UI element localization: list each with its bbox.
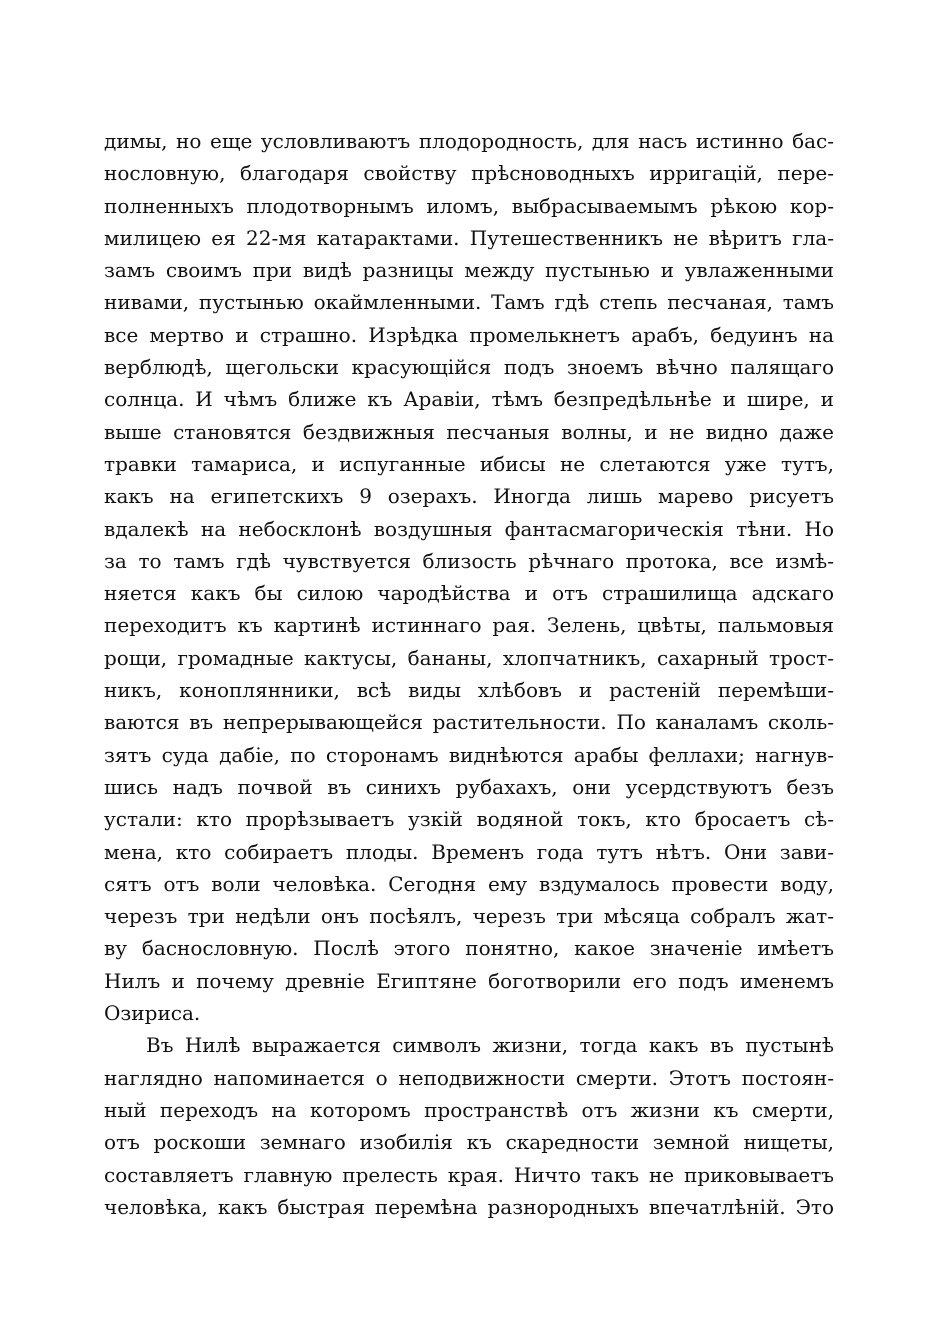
text-line: черезъ три недѣли онъ посѣялъ, черезъ три мѣсяца собралъ жат- — [104, 904, 834, 929]
text-line: рощи, громадные кактусы, бананы, хлопчатникъ, сахарный трост- — [104, 645, 834, 670]
text-line: переходитъ къ картинѣ истиннаго рая. Зелень, цвѣты, пальмовыя — [104, 613, 834, 638]
text-line: составляетъ главную прелесть края. Ничто такъ не приковываетъ — [104, 1162, 834, 1187]
text-line: человѣка, какъ быстрая перемѣна разнородныхъ впечатлѣній. Это — [104, 1194, 834, 1219]
text-line: выше становятся бездвижныя песчаныя волны, и не видно даже — [104, 419, 834, 444]
text-line: мена, кто собираетъ плоды. Временъ года тутъ нѣтъ. Они зави- — [104, 839, 834, 864]
text-line: нивами, пустынью окаймленными. Тамъ гдѣ степь песчаная, тамъ — [104, 290, 834, 315]
text-line: отъ роскоши земнаго изобилія къ скаредности земной нищеты, — [104, 1130, 834, 1155]
text-line: шись надъ почвой въ синихъ рубахахъ, они усердствуютъ безъ — [104, 774, 834, 799]
text-line: за то тамъ гдѣ чувствуется близость рѣчнаго протока, все измѣ- — [104, 548, 834, 573]
text-line: нословную, благодаря свойству прѣсноводныхъ ирригацій, пере- — [104, 161, 834, 186]
text-line: ный переходъ на которомъ пространствѣ отъ жизни къ смерти, — [104, 1097, 834, 1122]
text-line: милицею ея 22-мя катарактами. Путешественникъ не вѣритъ гла- — [104, 225, 834, 250]
text-line: устали: кто прорѣзываетъ узкій водяной токъ, кто бросаетъ сѣ- — [104, 807, 834, 832]
paragraph-2 — [104, 1029, 834, 1223]
text-line: вдалекѣ на небосклонѣ воздушныя фантасмагорическія тѣни. Но — [104, 516, 834, 541]
text-line: все мертво и страшно. Изрѣдка промелькнетъ арабъ, бедуинъ на — [104, 322, 834, 347]
text-line: наглядно напоминается о неподвижности смерти. Этотъ постоян- — [104, 1065, 834, 1090]
text-line: Въ Нилѣ выражается символъ жизни, тогда какъ въ пустынѣ — [146, 1033, 834, 1058]
text-line: няется какъ бы силою чародѣйства и отъ страшилища адскаго — [104, 581, 834, 606]
text-line: зятъ суда дабіе, по сторонамъ виднѣются арабы феллахи; нагнув- — [104, 742, 834, 767]
text-line: Озириса. — [104, 1001, 201, 1026]
text-line: травки тамариса, и испуганные ибисы не слетаются уже тутъ, — [104, 451, 834, 476]
text-line: какъ на египетскихъ 9 озерахъ. Иногда лишь марево рисуетъ — [104, 484, 834, 509]
page-text — [104, 125, 834, 1223]
text-line: никъ, коноплянники, всѣ виды хлѣбовъ и растеній перемѣши- — [104, 678, 834, 703]
text-line: солнца. И чѣмъ ближе къ Аравіи, тѣмъ безпредѣльнѣе и шире, и — [104, 387, 834, 412]
text-line: сятъ отъ воли человѣка. Сегодня ему вздумалось провести воду, — [104, 871, 834, 896]
text-line: полненныхъ плодотворнымъ иломъ, выбрасываемымъ рѣкою кор- — [104, 193, 834, 218]
text-line: ву баснословную. Послѣ этого понятно, какое значеніе имѣетъ — [104, 936, 834, 961]
text-line: замъ своимъ при видѣ разницы между пустынью и увлаженными — [104, 258, 834, 283]
text-line: верблюдѣ, щегольски красующійся подъ зноемъ вѣчно палящаго — [104, 355, 834, 380]
text-line: димы, но еще условливаютъ плодородность, для насъ истинно бас- — [104, 129, 834, 153]
paragraph-1 — [104, 125, 834, 1029]
text-line: ваются въ непрерывающейся растительности. По каналамъ сколь- — [104, 710, 834, 735]
text-line: Нилъ и почему древніе Египтяне боготворили его подъ именемъ — [104, 968, 834, 993]
